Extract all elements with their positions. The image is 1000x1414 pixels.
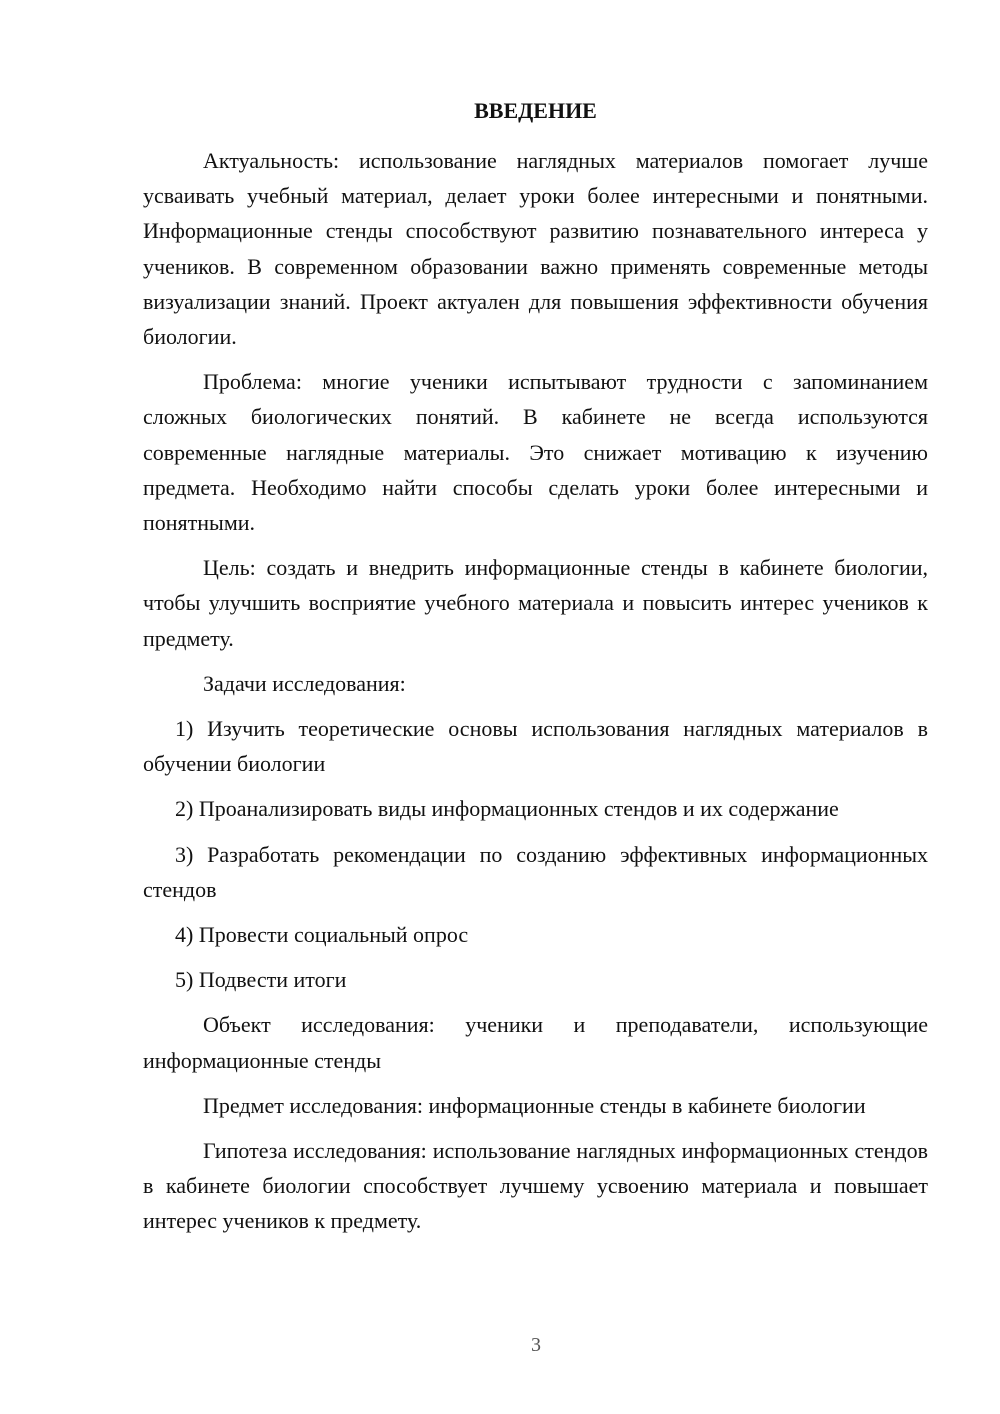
problem-paragraph: Проблема: многие ученики испытывают трудности с запоминанием сложных биологических понятий. В кабинете не всегда используются современные наглядные материалы. Это снижает мотивацию к изучению предмета. Необходимо найти способы сделать уроки более интересными и понятными. xyxy=(143,369,928,536)
object-paragraph: Объект исследования: ученики и преподаватели, использующие информационные стенды xyxy=(143,1012,928,1073)
relevance-paragraph: Актуальность: использование наглядных материалов помогает лучше усваивать учебный материал, делает уроки более интересными и понятными. Информационные стенды способствуют развитию познавательного интереса у учеников. В современном образовании важно применять современные методы визуализации знаний. Проект актуален для повышения эффективности обучения биологии. xyxy=(143,148,928,350)
subject-paragraph: Предмет исследования: информационные стенды в кабинете биологии xyxy=(203,1092,866,1118)
page-heading: ВВЕДЕНИЕ xyxy=(474,98,597,123)
task-item: 4) Провести социальный опрос xyxy=(175,922,469,948)
hypothesis-paragraph: Гипотеза исследования: использование наглядных информационных стендов в кабинете биологии способствует лучшему усвоению материала и повышает интерес учеников к предмету. xyxy=(143,1138,928,1234)
tasks-title: Задачи исследования: xyxy=(203,670,406,696)
document-body xyxy=(143,143,928,1249)
goal-paragraph: Цель: создать и внедрить информационные стенды в кабинете биологии, чтобы улучшить восприятие учебного материала и повысить интерес учеников к предмету. xyxy=(143,555,928,651)
task-item: 5) Подвести итоги xyxy=(175,967,347,993)
task-item: 1) Изучить теоретические основы использования наглядных материалов в обучении биологии xyxy=(143,716,928,777)
page-number: 3 xyxy=(531,1334,541,1356)
task-item: 3) Разработать рекомендации по созданию эффективных информационных стендов xyxy=(143,841,928,902)
task-item: 2) Проанализировать виды информационных стендов и их содержание xyxy=(175,796,839,822)
